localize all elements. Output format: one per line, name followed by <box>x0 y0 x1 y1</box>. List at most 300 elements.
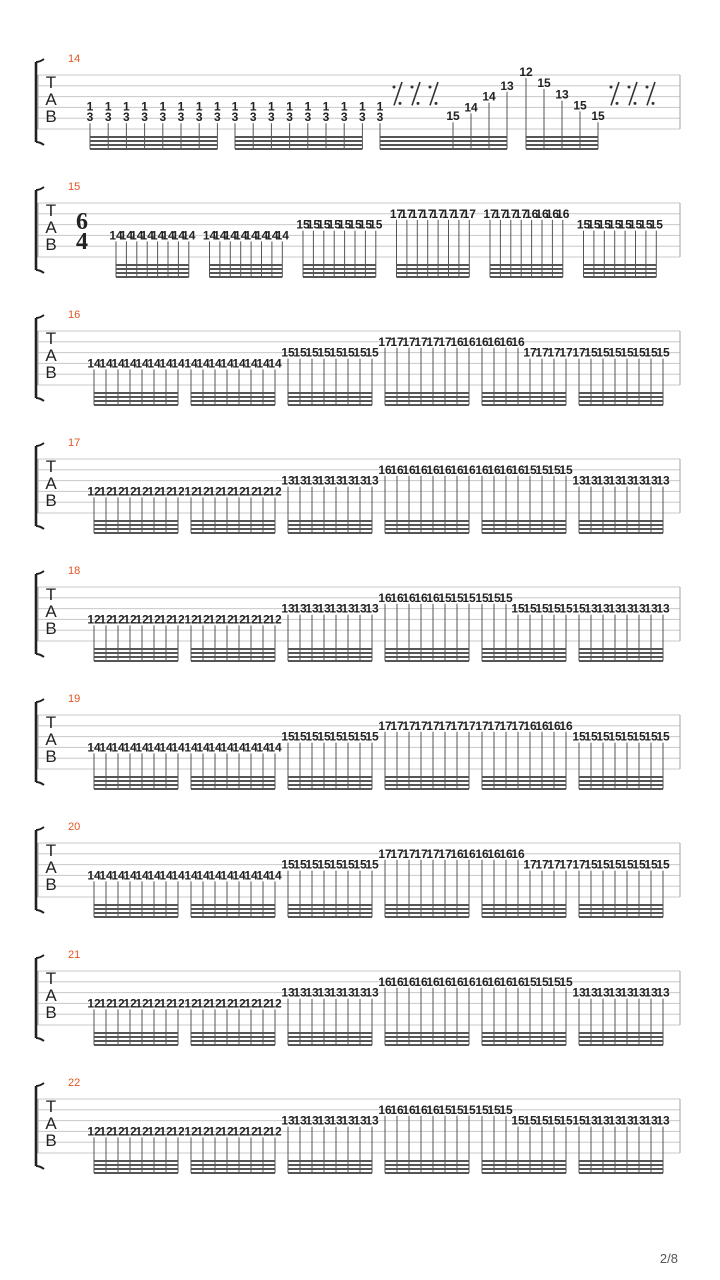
tab-clef-letter: T <box>45 585 57 604</box>
tab-clef-letter: B <box>45 875 57 894</box>
fret-number: 16 <box>414 974 428 989</box>
fret-number: 13 <box>644 601 658 616</box>
fret-number: 12 <box>196 484 210 499</box>
fret-number: 12 <box>256 996 270 1011</box>
fret-number: 15 <box>511 601 525 616</box>
measure-number: 20 <box>68 821 81 833</box>
fret-number: 12 <box>159 484 173 499</box>
fret-number: 15 <box>591 109 605 124</box>
fret-number: 12 <box>171 1124 185 1139</box>
fret-number: 13 <box>317 985 331 1000</box>
fret-number: 17 <box>475 718 489 733</box>
fret-number: 15 <box>293 729 307 744</box>
fret-number: 12 <box>220 612 234 627</box>
fret-number: 17 <box>431 206 445 221</box>
fret-number: 13 <box>620 601 634 616</box>
fret-number: 15 <box>438 1102 452 1117</box>
fret-number: 14 <box>220 356 234 371</box>
fret-number: 15 <box>628 217 643 232</box>
fret-number: 15 <box>329 345 343 360</box>
tab-clef-letter: T <box>45 73 57 92</box>
fret-number: 13 <box>596 1113 610 1128</box>
fret-number: 14 <box>123 868 137 883</box>
fret-number: 1 <box>359 99 366 114</box>
fret-number: 14 <box>256 740 270 755</box>
fret-number: 12 <box>208 996 222 1011</box>
fret-number: 15 <box>487 590 501 605</box>
fret-number: 16 <box>475 462 489 477</box>
measure-number: 17 <box>68 437 81 449</box>
fret-number: 15 <box>281 857 295 872</box>
slash-dot <box>634 102 637 105</box>
fret-number: 17 <box>402 846 416 861</box>
fret-number: 16 <box>378 1102 392 1117</box>
slash-dot <box>628 86 631 89</box>
fret-number: 15 <box>317 729 331 744</box>
fret-number: 12 <box>196 996 210 1011</box>
fret-number: 17 <box>378 334 392 349</box>
measure-number: 16 <box>68 309 81 321</box>
fret-number: 13 <box>281 985 295 1000</box>
bracket-hook-bottom <box>36 398 44 401</box>
fret-number: 15 <box>475 590 489 605</box>
fret-number: 12 <box>99 484 113 499</box>
fret-number: 1 <box>123 99 130 114</box>
fret-number: 12 <box>232 484 246 499</box>
fret-number: 16 <box>426 974 440 989</box>
fret-number: 14 <box>223 228 237 243</box>
fret-number: 14 <box>256 868 270 883</box>
fret-number: 16 <box>545 206 560 221</box>
fret-number: 15 <box>573 98 587 113</box>
fret-number: 12 <box>99 1124 113 1139</box>
fret-number: 13 <box>632 601 646 616</box>
measure-number: 21 <box>68 949 81 961</box>
bracket-hook-bottom <box>36 654 44 657</box>
fret-number: 16 <box>414 462 428 477</box>
fret-number: 15 <box>365 729 379 744</box>
fret-number: 14 <box>111 868 125 883</box>
fret-number: 17 <box>426 334 440 349</box>
fret-number: 15 <box>487 1102 501 1117</box>
fret-number: 14 <box>234 228 248 243</box>
fret-number: 12 <box>268 1124 282 1139</box>
tab-clef-letter: T <box>45 201 57 220</box>
measure-number: 19 <box>68 693 81 705</box>
fret-number: 15 <box>511 1113 525 1128</box>
fret-number: 17 <box>426 718 440 733</box>
fret-number: 16 <box>556 206 570 221</box>
fret-number: 15 <box>281 729 295 744</box>
bracket-hook-bottom <box>36 142 44 145</box>
fret-number: 16 <box>475 334 489 349</box>
fret-number: 15 <box>639 217 653 232</box>
fret-number: 15 <box>608 729 622 744</box>
fret-number: 14 <box>256 356 270 371</box>
fret-number: 17 <box>414 846 428 861</box>
fret-number: 16 <box>402 462 416 477</box>
fret-number: 12 <box>268 484 282 499</box>
fret-number: 15 <box>353 857 367 872</box>
fret-number: 13 <box>365 985 379 1000</box>
fret-number: 15 <box>547 974 561 989</box>
tab-clef-letter: T <box>45 457 57 476</box>
fret-number: 13 <box>353 1113 367 1128</box>
fret-number: 14 <box>99 740 113 755</box>
fret-number: 14 <box>135 740 149 755</box>
fret-number: 13 <box>584 1113 598 1128</box>
fret-number: 17 <box>438 718 452 733</box>
fret-number: 12 <box>159 1124 173 1139</box>
fret-number: 15 <box>329 857 343 872</box>
fret-number: 15 <box>596 857 610 872</box>
fret-number: 17 <box>414 334 428 349</box>
fret-number: 16 <box>378 462 392 477</box>
fret-number: 15 <box>438 590 452 605</box>
fret-number: 16 <box>511 974 525 989</box>
fret-number: 12 <box>208 1124 222 1139</box>
bracket-hook-top <box>36 187 44 190</box>
fret-number: 15 <box>450 590 464 605</box>
fret-number: 3 <box>340 110 348 125</box>
fret-number: 17 <box>547 345 561 360</box>
fret-number: 16 <box>450 462 464 477</box>
fret-number: 1 <box>214 99 221 114</box>
fret-number: 16 <box>559 718 573 733</box>
fret-number: 13 <box>305 985 319 1000</box>
fret-number: 17 <box>559 345 573 360</box>
fret-number: 15 <box>632 345 646 360</box>
fret-number: 15 <box>644 857 658 872</box>
fret-number: 13 <box>365 601 379 616</box>
bracket-hook-top <box>36 315 44 318</box>
fret-number: 12 <box>208 484 222 499</box>
fret-number: 14 <box>99 356 113 371</box>
tab-clef-letter: B <box>45 107 57 126</box>
fret-number: 14 <box>159 740 173 755</box>
fret-number: 13 <box>305 1113 319 1128</box>
fret-number: 15 <box>559 974 573 989</box>
fret-number: 16 <box>499 334 513 349</box>
tab-clef-letter: A <box>45 986 57 1005</box>
fret-number: 15 <box>649 217 663 232</box>
fret-number: 15 <box>450 1102 464 1117</box>
fret-number: 15 <box>535 462 549 477</box>
fret-number: 14 <box>208 868 222 883</box>
fret-number: 1 <box>376 99 384 114</box>
fret-number: 15 <box>644 729 658 744</box>
fret-number: 14 <box>268 356 282 371</box>
fret-number: 16 <box>499 846 513 861</box>
fret-number: 12 <box>135 612 149 627</box>
fret-number: 15 <box>632 857 646 872</box>
fret-number: 3 <box>104 110 112 125</box>
fret-number: 16 <box>450 846 464 861</box>
fret-number: 13 <box>608 985 622 1000</box>
fret-number: 17 <box>414 718 428 733</box>
fret-number: 12 <box>220 1124 234 1139</box>
fret-number: 15 <box>584 345 598 360</box>
tab-clef-letter: A <box>45 1114 57 1133</box>
fret-number: 15 <box>305 857 319 872</box>
fret-number: 13 <box>317 601 331 616</box>
fret-number: 14 <box>119 228 134 243</box>
fret-number: 3 <box>195 110 203 125</box>
bracket-hook-bottom <box>36 910 44 913</box>
fret-number: 12 <box>159 996 173 1011</box>
fret-number: 14 <box>482 89 496 104</box>
fret-number: 12 <box>159 612 173 627</box>
fret-number: 13 <box>365 473 379 488</box>
fret-number: 12 <box>87 484 101 499</box>
fret-number: 15 <box>353 729 367 744</box>
fret-number: 17 <box>483 206 497 221</box>
fret-number: 12 <box>519 65 533 79</box>
fret-number: 14 <box>147 740 161 755</box>
tab-clef-letter: A <box>45 858 57 877</box>
bracket-hook-top <box>36 699 44 702</box>
fret-number: 13 <box>281 1113 295 1128</box>
fret-number: 15 <box>523 1113 537 1128</box>
fret-number: 16 <box>462 974 476 989</box>
fret-number: 17 <box>438 846 452 861</box>
tab-clef-letter: A <box>45 730 57 749</box>
fret-number: 3 <box>86 110 94 125</box>
fret-number: 17 <box>523 857 537 872</box>
fret-number: 13 <box>656 1113 670 1128</box>
fret-number: 13 <box>281 473 295 488</box>
fret-number: 12 <box>244 612 258 627</box>
fret-number: 12 <box>135 1124 149 1139</box>
fret-number: 3 <box>359 110 366 125</box>
fret-number: 12 <box>244 996 258 1011</box>
fret-number: 15 <box>348 217 362 232</box>
fret-number: 17 <box>421 206 435 221</box>
fret-number: 13 <box>644 985 658 1000</box>
fret-number: 15 <box>597 217 611 232</box>
fret-number: 3 <box>177 110 185 125</box>
fret-number: 1 <box>340 99 348 114</box>
fret-number: 1 <box>249 99 257 114</box>
fret-number: 14 <box>111 740 125 755</box>
fret-number: 15 <box>329 729 343 744</box>
slash-dot <box>616 102 619 105</box>
fret-number: 16 <box>475 846 489 861</box>
fret-number: 12 <box>220 484 234 499</box>
fret-number: 15 <box>620 857 634 872</box>
tab-clef-letter: T <box>45 969 57 988</box>
fret-number: 16 <box>426 590 440 605</box>
fret-number: 12 <box>232 996 246 1011</box>
fret-number: 12 <box>111 484 125 499</box>
fret-number: 13 <box>329 473 343 488</box>
fret-number: 17 <box>535 345 549 360</box>
slash-dot <box>429 86 432 89</box>
fret-number: 13 <box>317 473 331 488</box>
fret-number: 16 <box>414 590 428 605</box>
tab-clef-letter: A <box>45 602 57 621</box>
fret-number: 13 <box>632 473 646 488</box>
fret-number: 12 <box>256 484 270 499</box>
fret-number: 13 <box>305 473 319 488</box>
fret-number: 16 <box>487 462 501 477</box>
fret-number: 17 <box>389 206 404 221</box>
fret-number: 15 <box>317 345 331 360</box>
fret-number: 3 <box>268 110 275 125</box>
fret-number: 15 <box>559 1113 573 1128</box>
fret-number: 17 <box>378 718 392 733</box>
fret-number: 14 <box>171 228 186 243</box>
fret-number: 15 <box>365 345 379 360</box>
fret-number: 14 <box>171 356 185 371</box>
fret-number: 13 <box>341 473 355 488</box>
bracket-hook-bottom <box>36 1038 44 1041</box>
fret-number: 12 <box>87 1124 101 1139</box>
fret-number: 13 <box>620 473 634 488</box>
fret-number: 3 <box>322 110 330 125</box>
fret-number: 3 <box>159 110 167 125</box>
time-signature-denominator: 4 <box>76 229 88 255</box>
fret-number: 12 <box>184 484 198 499</box>
fret-number: 15 <box>537 76 551 90</box>
fret-number: 15 <box>305 729 319 744</box>
fret-number: 14 <box>150 228 165 243</box>
fret-number: 13 <box>341 601 355 616</box>
fret-number: 17 <box>450 718 464 733</box>
fret-number: 1 <box>159 99 167 114</box>
fret-number: 12 <box>123 612 137 627</box>
fret-number: 15 <box>608 217 622 232</box>
fret-number: 16 <box>547 718 561 733</box>
fret-number: 14 <box>87 740 101 755</box>
fret-number: 17 <box>462 718 476 733</box>
fret-number: 13 <box>620 1113 634 1128</box>
fret-number: 1 <box>268 99 275 114</box>
fret-number: 13 <box>656 985 670 1000</box>
fret-number: 17 <box>504 206 518 221</box>
fret-number: 15 <box>632 729 646 744</box>
fret-number: 15 <box>620 345 634 360</box>
bracket-hook-top <box>36 1083 44 1086</box>
fret-number: 13 <box>572 473 586 488</box>
tab-clef-letter: B <box>45 491 57 510</box>
bracket-hook-top <box>36 955 44 958</box>
fret-number: 12 <box>123 484 137 499</box>
fret-number: 3 <box>376 110 384 125</box>
tab-clef-letter: B <box>45 1003 57 1022</box>
measure-number: 14 <box>68 53 81 65</box>
fret-number: 12 <box>87 996 101 1011</box>
fret-number: 14 <box>268 740 282 755</box>
fret-number: 13 <box>329 1113 343 1128</box>
fret-number: 14 <box>244 740 258 755</box>
tab-clef-letter: T <box>45 713 57 732</box>
fret-number: 16 <box>378 590 392 605</box>
fret-number: 15 <box>327 217 341 232</box>
fret-number: 13 <box>293 1113 307 1128</box>
fret-number: 15 <box>499 590 513 605</box>
fret-number: 3 <box>304 110 312 125</box>
fret-number: 12 <box>244 484 258 499</box>
fret-number: 12 <box>184 996 198 1011</box>
fret-number: 14 <box>196 356 210 371</box>
slash-dot <box>435 102 438 105</box>
fret-number: 12 <box>256 1124 270 1139</box>
fret-number: 15 <box>475 1102 489 1117</box>
slash-dot <box>393 86 396 89</box>
fret-number: 13 <box>596 601 610 616</box>
fret-number: 14 <box>254 228 269 243</box>
fret-number: 13 <box>656 473 670 488</box>
fret-number: 12 <box>123 1124 137 1139</box>
fret-number: 13 <box>644 473 658 488</box>
fret-number: 15 <box>446 109 460 124</box>
fret-number: 12 <box>99 612 113 627</box>
fret-number: 12 <box>147 612 161 627</box>
fret-number: 13 <box>608 601 622 616</box>
bracket-hook-top <box>36 59 44 62</box>
fret-number: 1 <box>141 99 148 114</box>
fret-number: 15 <box>281 345 295 360</box>
fret-number: 15 <box>523 974 537 989</box>
fret-number: 12 <box>268 612 282 627</box>
fret-number: 14 <box>123 740 137 755</box>
tab-clef-letter: B <box>45 1131 57 1150</box>
fret-number: 12 <box>184 1124 198 1139</box>
fret-number: 1 <box>304 99 312 114</box>
fret-number: 17 <box>559 857 573 872</box>
fret-number: 13 <box>620 985 634 1000</box>
fret-number: 14 <box>244 356 258 371</box>
fret-number: 14 <box>220 740 234 755</box>
fret-number: 15 <box>596 729 610 744</box>
fret-number: 13 <box>353 985 367 1000</box>
fret-number: 15 <box>618 217 632 232</box>
fret-number: 16 <box>402 974 416 989</box>
fret-number: 16 <box>414 1102 428 1117</box>
fret-number: 14 <box>171 740 185 755</box>
page-number: 2/8 <box>659 1251 678 1266</box>
fret-number: 16 <box>499 462 513 477</box>
fret-number: 13 <box>329 601 343 616</box>
tab-clef-letter: A <box>45 346 57 365</box>
fret-number: 13 <box>596 473 610 488</box>
fret-number: 12 <box>171 612 185 627</box>
fret-number: 16 <box>438 974 452 989</box>
fret-number: 15 <box>608 345 622 360</box>
fret-number: 14 <box>109 228 123 243</box>
fret-number: 17 <box>547 857 561 872</box>
fret-number: 14 <box>213 228 227 243</box>
fret-number: 15 <box>341 857 355 872</box>
fret-number: 14 <box>464 100 478 115</box>
fret-number: 14 <box>196 740 210 755</box>
bracket-hook-bottom <box>36 782 44 785</box>
fret-number: 15 <box>584 729 598 744</box>
fret-number: 12 <box>196 612 210 627</box>
fret-number: 15 <box>572 1113 586 1128</box>
bracket-hook-bottom <box>36 270 44 273</box>
fret-number: 16 <box>390 590 404 605</box>
fret-number: 15 <box>620 729 634 744</box>
fret-number: 12 <box>135 996 149 1011</box>
fret-number: 16 <box>511 846 525 861</box>
tab-clef-letter: A <box>45 90 57 109</box>
slash-dot <box>610 86 613 89</box>
fret-number: 15 <box>306 217 321 232</box>
fret-number: 1 <box>231 99 239 114</box>
fret-number: 15 <box>296 217 310 232</box>
